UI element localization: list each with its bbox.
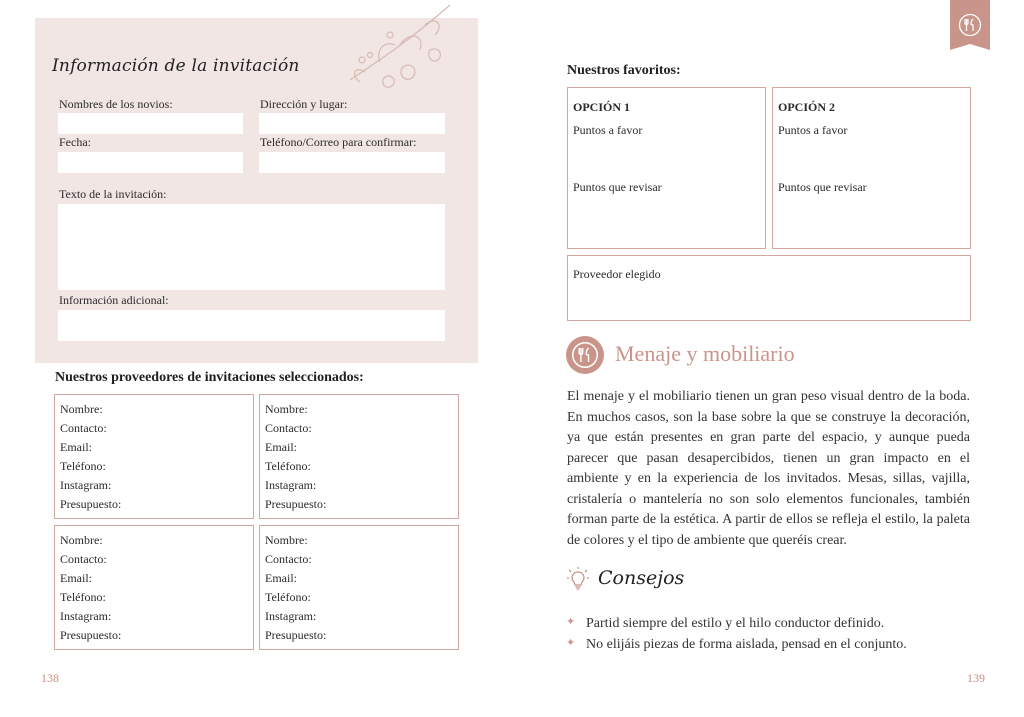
providers-title: Nuestros proveedores de invitaciones seleccionados:: [55, 370, 364, 385]
lightbulb-icon: [566, 566, 590, 592]
card-line: Email:: [60, 440, 92, 454]
floral-branch-icon: [340, 0, 460, 95]
phone-label: Teléfono/Correo para confirmar:: [260, 135, 417, 149]
tip-text: Partid siempre del estilo y el hilo conductor definido.: [586, 616, 885, 631]
body-paragraph: El menaje y el mobiliario tienen un gran peso visual dentro de la boda. En muchos casos, son la base sobre la que se construye la decoración, ya que están presentes en gran parte del espacio, y aunque pueda parecer que pasan desapercibidos, tienen un gran impacto en el ambiente y en la experiencia de los invitados. Mesas, sillas, vajilla, cristalería o mantelería no son solo elementos funcionales, también forman parte de la estética. A partir de ellos se refleja el estilo, la paleta de colores y el tipo de ambiente que queréis crear.: [567, 389, 970, 548]
card-line: Instagram:: [60, 478, 112, 492]
right-page: [512, 0, 1024, 717]
tip-text: No elijáis piezas de forma aislada, pensad en el conjunto.: [586, 637, 907, 652]
card-line: Email:: [265, 571, 297, 585]
provider-card-3[interactable]: [54, 525, 254, 650]
names-label: Nombres de los novios:: [59, 97, 173, 111]
card-line: Teléfono:: [265, 590, 311, 604]
card-line: Nombre:: [265, 533, 308, 547]
section-heading: Menaje y mobiliario: [615, 341, 795, 366]
chosen-provider-label: Proveedor elegido: [573, 267, 661, 281]
chosen-provider-card[interactable]: [567, 255, 971, 321]
option-head: OPCIÓN 1: [573, 100, 630, 114]
card-line: Instagram:: [265, 478, 317, 492]
cutlery-icon: [571, 341, 599, 369]
card-line: Instagram:: [60, 609, 112, 623]
card-line: Presupuesto:: [265, 497, 327, 511]
favorites-title: Nuestros favoritos:: [567, 63, 681, 78]
names-field[interactable]: [58, 113, 243, 134]
bookmark-tab: [950, 0, 990, 50]
card-line: Instagram:: [265, 609, 317, 623]
invitation-text-field[interactable]: [58, 204, 445, 290]
card-line: Presupuesto:: [265, 628, 327, 642]
section-icon: [566, 336, 604, 374]
card-line: Contacto:: [265, 421, 312, 435]
star-bullet-icon: ✦: [566, 637, 576, 649]
option-head: OPCIÓN 2: [778, 100, 835, 114]
cutlery-icon: [958, 13, 982, 37]
star-bullet-icon: ✦: [566, 616, 576, 628]
option-card-2[interactable]: [772, 87, 971, 249]
card-line: Nombre:: [60, 402, 103, 416]
provider-card-1[interactable]: [54, 394, 254, 519]
card-line: Teléfono:: [265, 459, 311, 473]
card-line: Teléfono:: [60, 590, 106, 604]
page-number-right: 139: [967, 671, 985, 685]
option-pros: Puntos a favor: [573, 123, 643, 137]
card-line: Contacto:: [60, 552, 107, 566]
panel-title: Información de la invitación: [52, 56, 300, 76]
text-label: Texto de la invitación:: [59, 187, 167, 201]
provider-card-4[interactable]: [259, 525, 459, 650]
phone-field[interactable]: [259, 152, 445, 173]
option-review: Puntos que revisar: [573, 180, 662, 194]
page-number-left: 138: [41, 671, 59, 685]
card-line: Email:: [265, 440, 297, 454]
date-field[interactable]: [58, 152, 243, 173]
card-line: Email:: [60, 571, 92, 585]
address-label: Dirección y lugar:: [260, 97, 348, 111]
card-line: Contacto:: [60, 421, 107, 435]
card-line: Presupuesto:: [60, 628, 122, 642]
card-line: Teléfono:: [60, 459, 106, 473]
extra-info-field[interactable]: [58, 310, 445, 341]
address-field[interactable]: [259, 113, 445, 134]
provider-card-2[interactable]: [259, 394, 459, 519]
date-label: Fecha:: [59, 135, 91, 149]
option-review: Puntos que revisar: [778, 180, 867, 194]
tips-title: Consejos: [598, 567, 685, 589]
option-pros: Puntos a favor: [778, 123, 848, 137]
tip-item: [566, 636, 907, 653]
card-line: Contacto:: [265, 552, 312, 566]
card-line: Presupuesto:: [60, 497, 122, 511]
card-line: Nombre:: [60, 533, 103, 547]
tip-item: [566, 615, 884, 632]
card-line: Nombre:: [265, 402, 308, 416]
extra-label: Información adicional:: [59, 293, 169, 307]
option-card-1[interactable]: [567, 87, 766, 249]
